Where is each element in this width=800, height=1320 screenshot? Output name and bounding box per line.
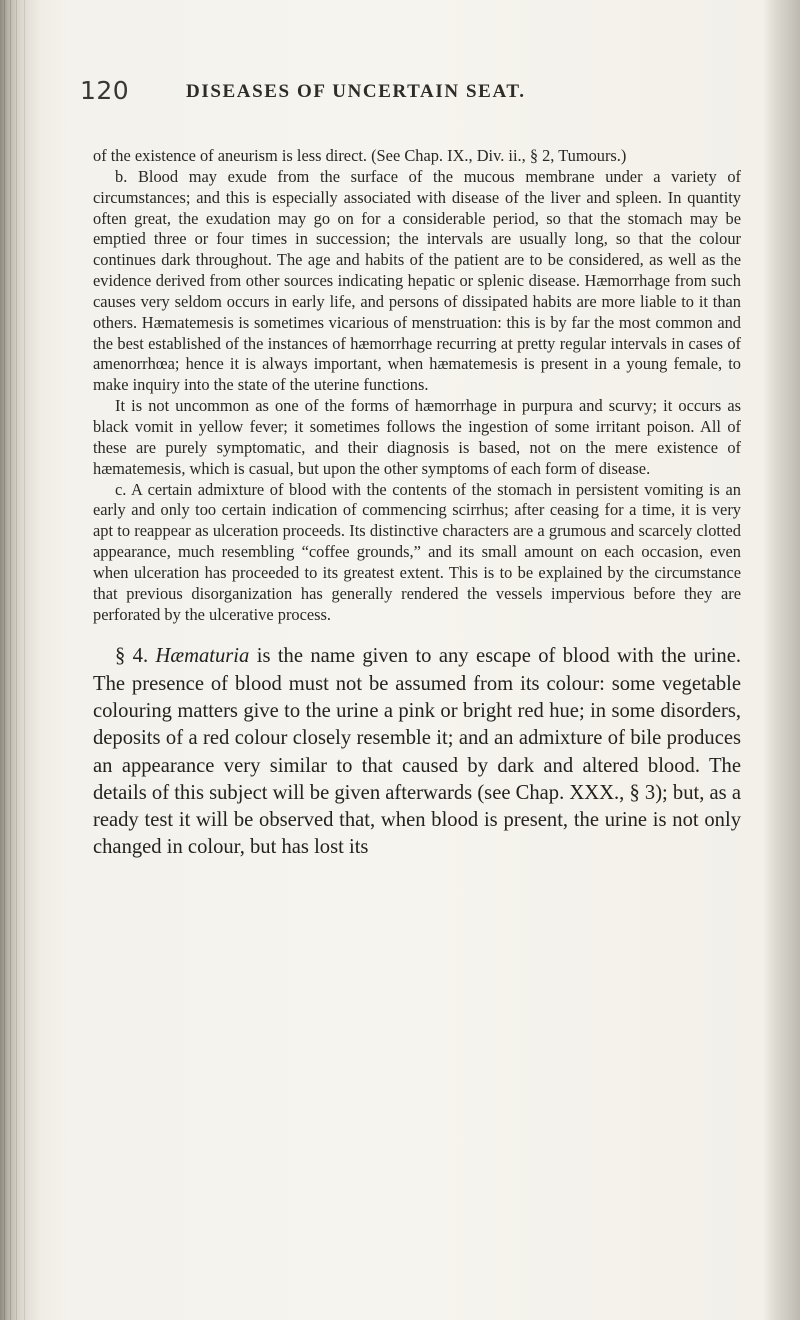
- section-term: Hæmaturia: [155, 645, 250, 668]
- page-number: 120: [80, 76, 130, 105]
- binding-line: [24, 0, 25, 1320]
- paragraph: c. A certain admixture of blood with the contents of the stomach in persistent vomiting is an early and only too certain indication of commencing scirrhus; after ceasing for a time, it is very apt to reappear as ulceration proceeds. Its distinctive characters are a grumous and scarcely clotted appearance, much resembling “coffee grounds,” and its small amount on each occasion, even when ulceration has proceeded to its greatest extent. This is to be explained by the circumstance that previous disorganization has generally rendered the vessels impervious before they are perforated by the ulcerative process.: [93, 479, 741, 624]
- binding-line: [16, 0, 17, 1320]
- running-head: DISEASES OF UNCERTAIN SEAT.: [186, 81, 526, 102]
- section-number: § 4.: [115, 645, 156, 668]
- binding-shadow: [0, 0, 40, 1320]
- page-header: [80, 76, 740, 110]
- paragraph: It is not uncommon as one of the forms of hæmorrhage in purpura and scurvy; it occurs as black vomit in yellow fever; it sometimes follows the ingestion of some irritant poison. All of these are purely symptomatic, and their diagnosis is based, not on the mere existence of hæmatemesis, which is casual, but upon the other symptoms of each form of disease.: [93, 396, 741, 478]
- paragraph: of the existence of aneurism is less direct. (See Chap. IX., Div. ii., § 2, Tumours.): [93, 146, 627, 165]
- binding-line: [4, 0, 5, 1320]
- paragraph: b. Blood may exude from the surface of the mucous membrane under a variety of circumstances; and this is especially associated with disease of the liver and spleen. In quantity often great, the exudation may go on for a considerable period, so that the stomach may be emptied three or four times in succession; the intervals are usually long, so that the colour continues dark throughout. The age and habits of the patient are to be considered, as well as the evidence derived from other sources indicating hepatic or splenic disease. Hæmorrhage from such causes very seldom occurs in early life, and persons of dissipated habits are more liable to it than others. Hæmatemesis is sometimes vicarious of menstruation: this is by far the most common and the best established of the instances of hæmorrhage recurring at pretty regular intervals in cases of amenorrhœa; hence it is always important, when hæmatemesis is present in a young female, to make inquiry into the state of the uterine functions.: [93, 166, 741, 395]
- section-text: is the name given to any escape of blood with the urine. The presence of blood must not be assumed from its colour: some vegetable colouring matters give to the urine a pink or bright red hue; in some disorders, deposits of a red colour closely resemble it; and an admixture of bile produces an appearance very similar to that caused by dark and altered blood. The details of this subject will be given afterwards (see Chap. XXX., § 3); but, as a ready test it will be observed that, when blood is present, the urine is not only changed in colour, but has lost its: [93, 645, 741, 859]
- section-paragraph: [93, 643, 741, 861]
- page-edge: [764, 0, 800, 1320]
- binding-line: [10, 0, 11, 1320]
- text-body: [93, 146, 741, 862]
